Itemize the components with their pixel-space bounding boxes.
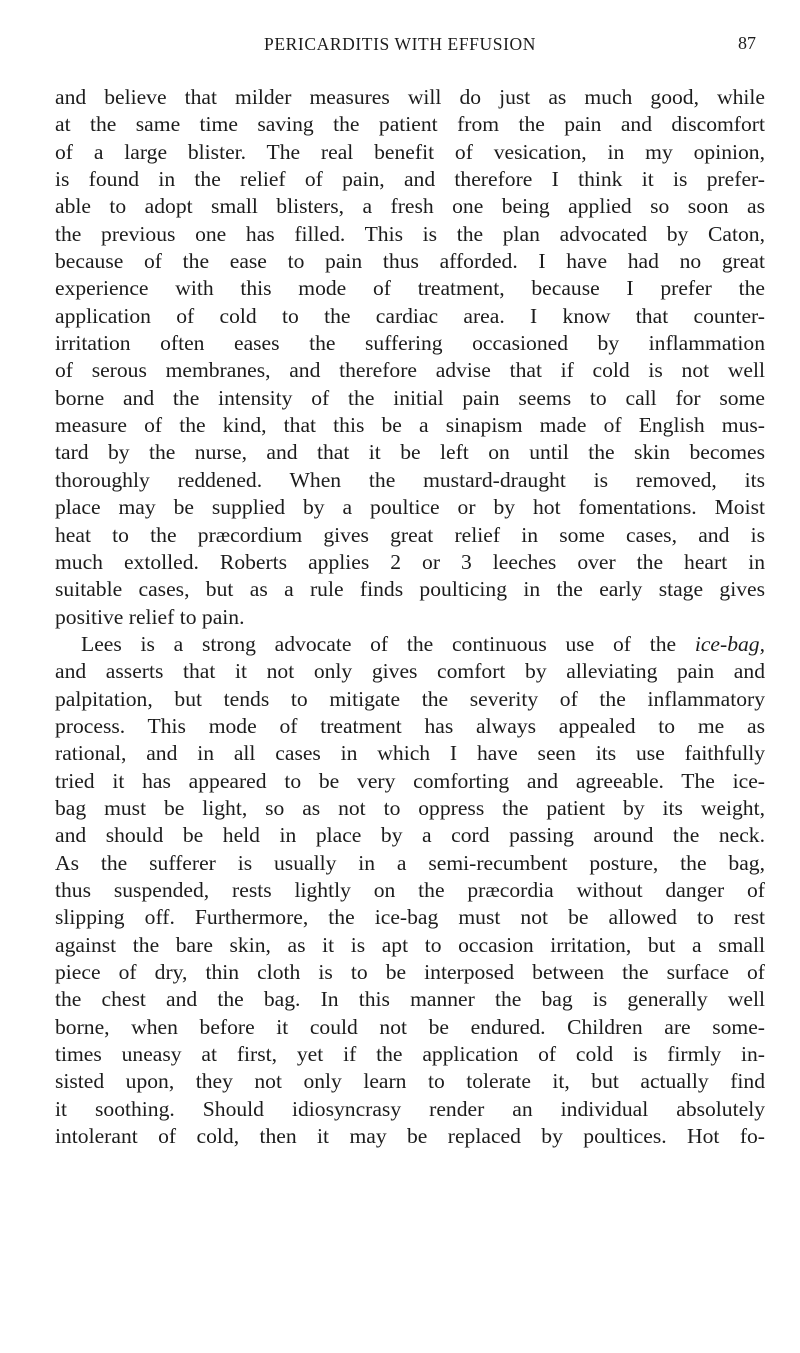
text-line: borne, when before it could not be endured. Children are some-: [55, 1014, 765, 1039]
text-line: process. This mode of treatment has always appealed to me as: [55, 713, 765, 738]
text-line: and believe that milder measures will do just as much good, while: [55, 85, 765, 109]
text-line: it soothing. Should idiosyncrasy render an individual absolutely: [55, 1096, 765, 1121]
text-line: experience with this mode of treatment, because I prefer the: [55, 276, 765, 301]
text-line: irritation often eases the suffering occasioned by inflammation: [55, 331, 765, 356]
text-line: piece of dry, thin cloth is to be interposed between the surface of: [55, 960, 765, 984]
text-line: place may be supplied by a poultice or by hot fomentations. Moist: [55, 495, 765, 520]
text-line: As the sufferer is usually in a semi-recumbent posture, the bag,: [55, 850, 765, 875]
text-line: tried it has appeared to be very comforting and agreeable. The ice-: [55, 768, 765, 793]
text-line: thoroughly reddened. When the mustard-draught is removed, its: [55, 467, 765, 492]
running-title: PERICARDITIS WITH EFFUSION: [264, 34, 536, 54]
text-line: tard by the nurse, and that it be left on until the skin becomes: [55, 440, 765, 465]
text-line: of a large blister. The real benefit of vesication, in my opinion,: [55, 139, 765, 164]
text-line: and asserts that it not only gives comfort by alleviating pain and: [55, 659, 765, 684]
text-line: intolerant of cold, then it may be replaced by poultices. Hot fo-: [55, 1124, 765, 1149]
text-line: and should be held in place by a cord passing around the neck.: [55, 823, 765, 848]
body-text: [55, 84, 765, 1150]
text-line: [55, 631, 765, 658]
text-line: palpitation, but tends to mitigate the severity of the inflammatory: [55, 686, 765, 711]
text-line: is found in the relief of pain, and therefore I think it is prefer-: [55, 167, 765, 192]
text-line: much extolled. Roberts applies 2 or 3 leeches over the heart in: [55, 549, 765, 574]
text-segment: Lees is a strong advocate of the continuous use of the: [81, 631, 695, 656]
text-line: the chest and the bag. In this manner the bag is generally well: [55, 987, 765, 1012]
text-line: sisted upon, they not only learn to tolerate it, but actually find: [55, 1069, 765, 1094]
text-line: at the same time saving the patient from the pain and discomfort: [55, 112, 765, 137]
text-line: because of the ease to pain thus afforded. I have had no great: [55, 249, 765, 274]
text-line: bag must be light, so as not to oppress the patient by its weight,: [55, 795, 765, 820]
text-line: application of cold to the cardiac area. I know that counter-: [55, 303, 765, 328]
text-line: times uneasy at first, yet if the application of cold is firmly in-: [55, 1042, 765, 1067]
text-line: able to adopt small blisters, a fresh one being applied so soon as: [55, 194, 765, 219]
text-line: thus suspended, rests lightly on the præcordia without danger of: [55, 877, 765, 902]
text-line: the previous one has filled. This is the plan advocated by Caton,: [55, 221, 765, 246]
text-line: borne and the intensity of the initial pain seems to call for some: [55, 385, 765, 410]
text-line: measure of the kind, that this be a sinapism made of English mus-: [55, 413, 765, 438]
text-line: slipping off. Furthermore, the ice-bag must not be allowed to rest: [55, 905, 765, 930]
text-line: of serous membranes, and therefore advise that if cold is not well: [55, 358, 765, 383]
text-line: heat to the præcordium gives great relief in some cases, and is: [55, 522, 765, 547]
text-line: positive relief to pain.: [55, 604, 245, 629]
text-line: rational, and in all cases in which I have seen its use faithfully: [55, 741, 765, 766]
text-line: against the bare skin, as it is apt to occasion irritation, but a small: [55, 932, 765, 957]
page-number: 87: [738, 33, 756, 53]
italic-term: ice-bag,: [694, 631, 765, 656]
text-line: suitable cases, but as a rule finds poulticing in the early stage gives: [55, 577, 765, 602]
